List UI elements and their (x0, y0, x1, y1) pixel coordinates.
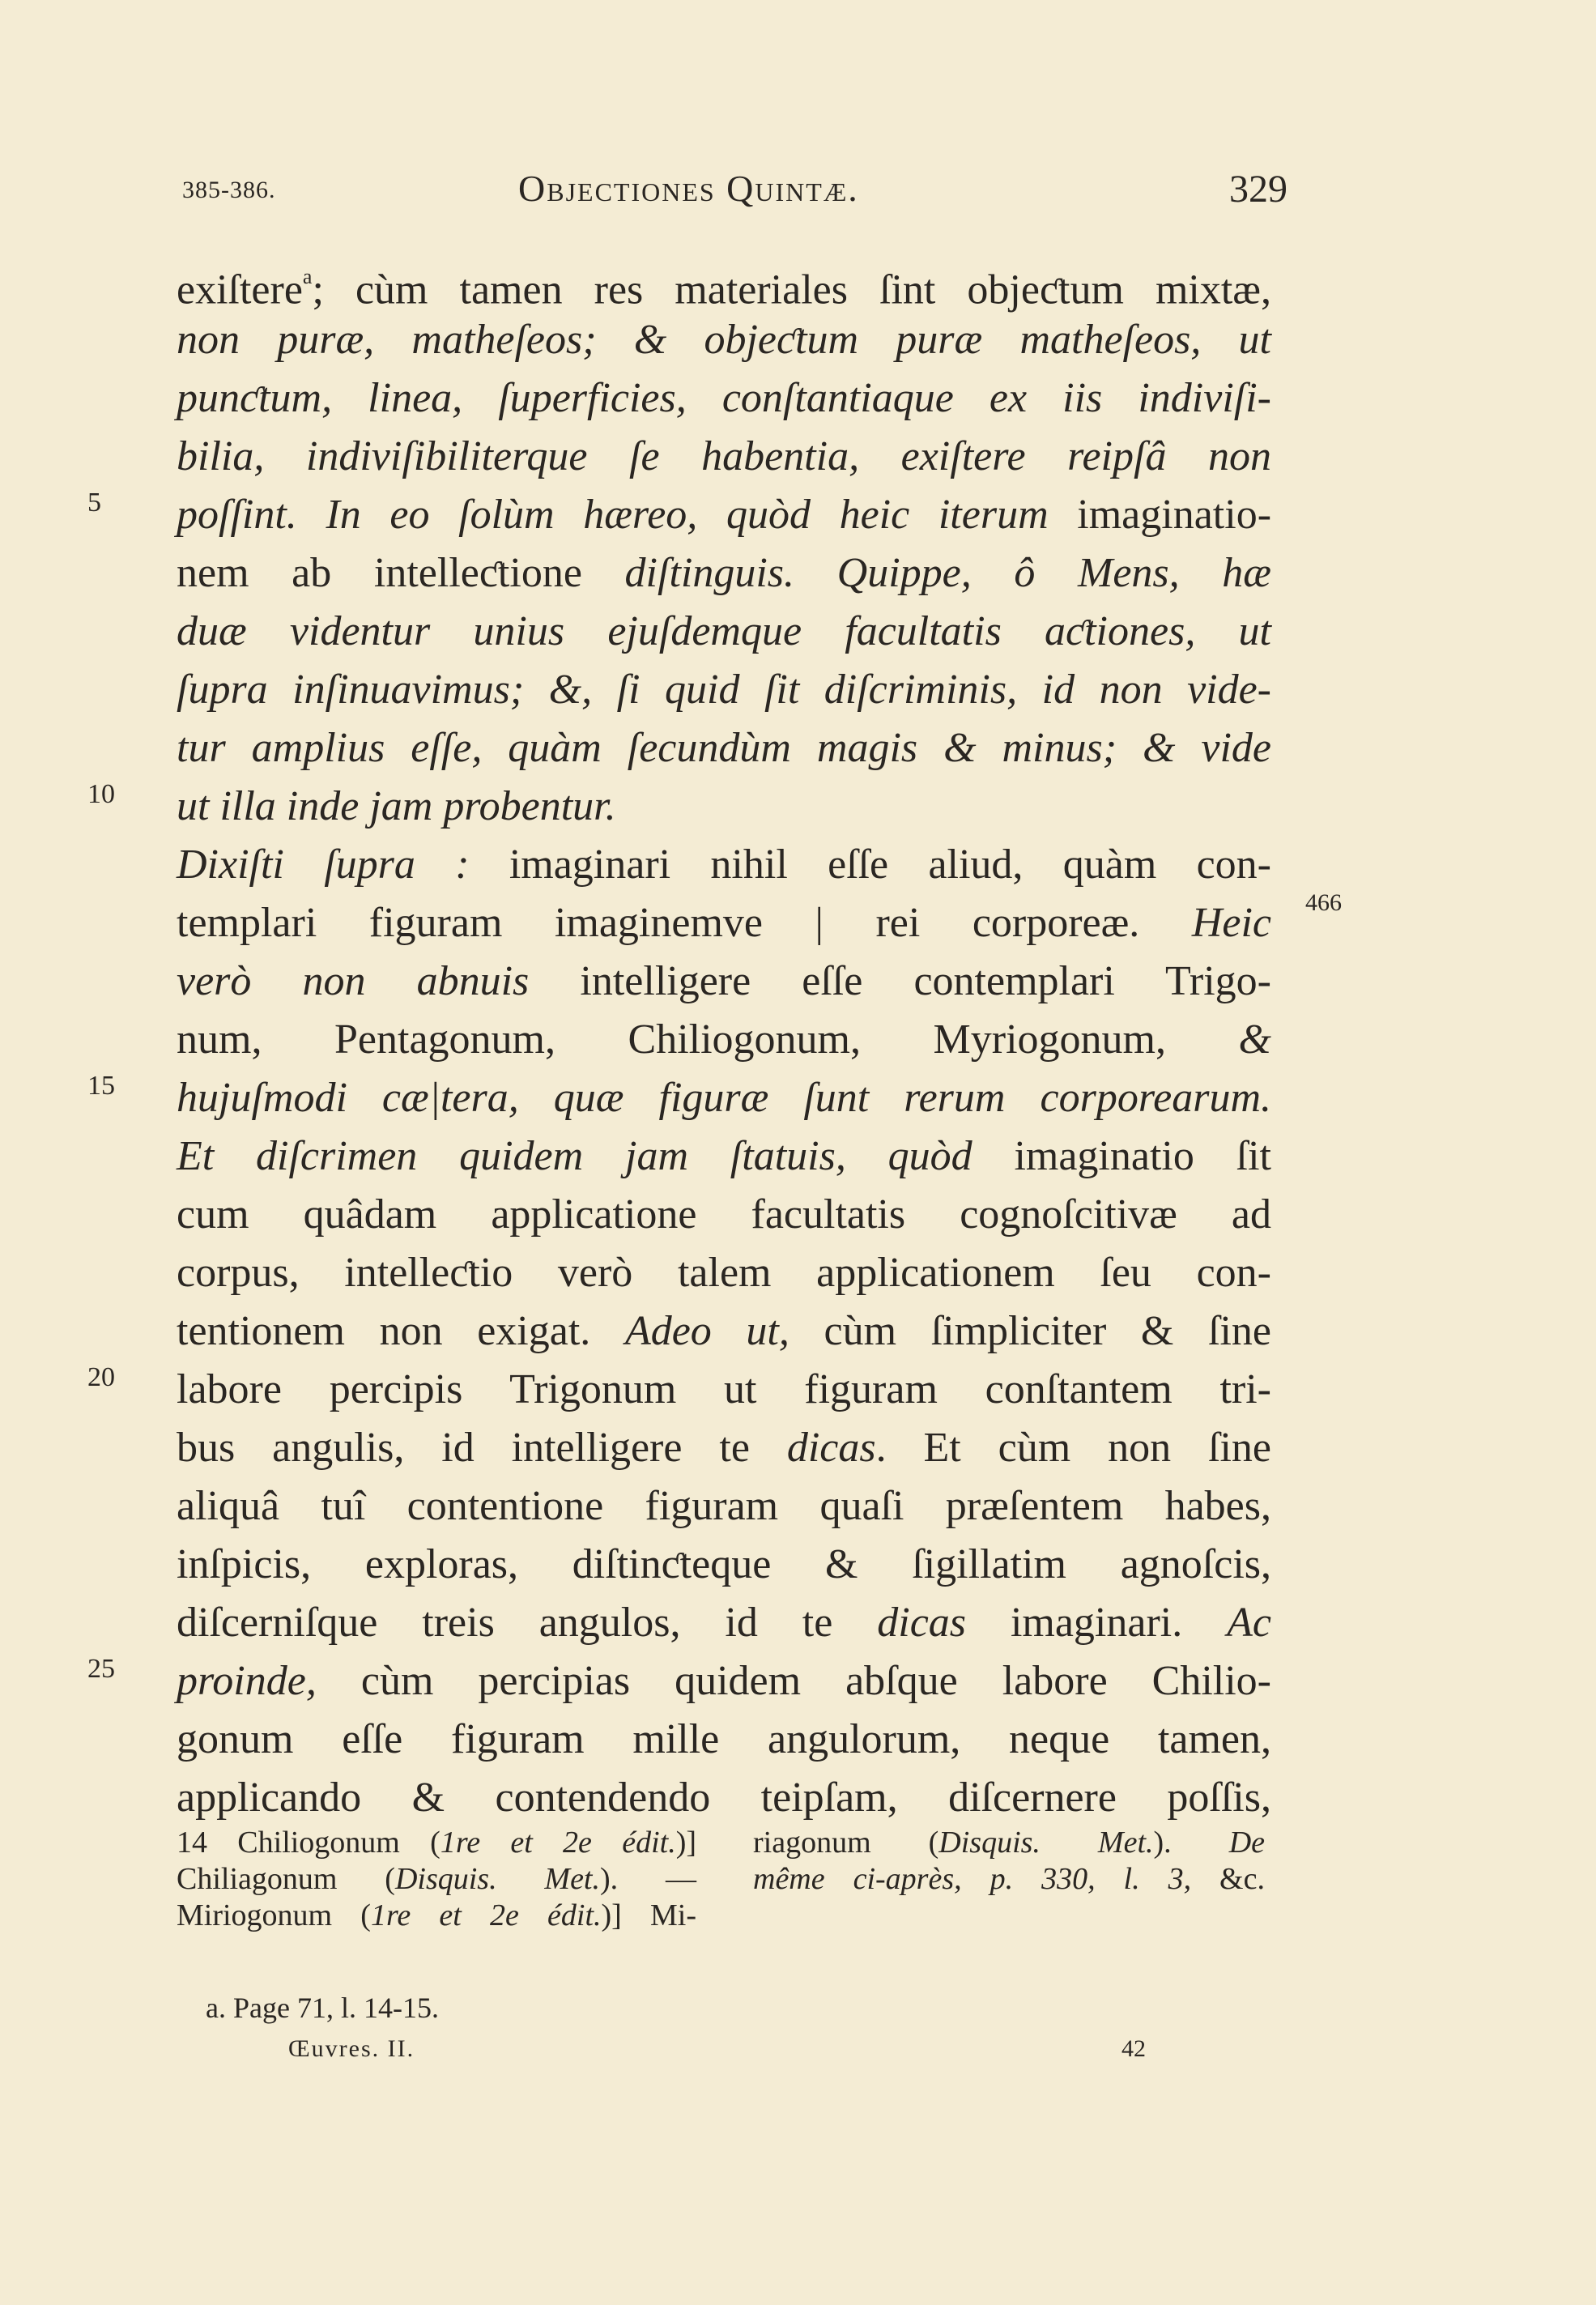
line-number: 15 (87, 1071, 115, 1101)
line-number: 5 (87, 488, 101, 518)
roman-segment: ; cùm tamen res materiales ſint objeƈtum mixtæ, (312, 266, 1271, 313)
text-line (177, 1307, 1271, 1356)
footnote-line (177, 1860, 696, 1898)
text-line (177, 491, 1271, 539)
italic-segment: Heic (1191, 900, 1271, 946)
roman-segment: exiſtere (177, 266, 303, 313)
footnote-line (177, 1897, 696, 1934)
roman-segment: imaginatio ſit (972, 1133, 1271, 1179)
text-line (177, 1774, 1271, 1822)
footer-volume-label: Œuvres. II. (288, 2035, 415, 2062)
text-line (177, 1249, 1271, 1297)
text-line (177, 432, 1271, 481)
text-line (177, 1482, 1271, 1531)
roman-segment: Miriogonum ( (177, 1898, 371, 1932)
text-line (177, 258, 1271, 314)
roman-segment: num, Pentagonum, Chiliogonum, Myriogonum, (177, 1016, 1239, 1063)
italic-segment: 1re et 2e édit. (440, 1826, 676, 1860)
text-line (177, 666, 1271, 714)
roman-segment: imaginari nihil eſſe aliud, quàm con- (469, 841, 1271, 888)
footnote-line (753, 1860, 1265, 1898)
roman-segment: imaginari. (966, 1600, 1228, 1646)
italic-segment: même ci-après, p. 330, l. 3, (753, 1862, 1192, 1896)
text-line (177, 899, 1271, 948)
italic-segment: poſſint. In eo ſolùm hæreo, quòd heic iterum (177, 492, 1049, 538)
italic-segment: ſupra inſinuavimus; &, ſi quid ſit diſcriminis, id non vide- (177, 667, 1271, 713)
text-line (177, 1132, 1271, 1181)
italic-segment: proinde, (177, 1658, 317, 1704)
text-line (177, 374, 1271, 423)
margin-page-reference: 466 (1305, 889, 1342, 916)
text-line (177, 1074, 1271, 1123)
source-footnote: a. Page 71, l. 14-15. (206, 1992, 439, 2024)
line-number: 20 (87, 1362, 115, 1392)
italic-segment: diſtinguis. Quippe, ô Mens, hæ (624, 550, 1271, 596)
text-line (177, 1599, 1271, 1647)
italic-segment: De (1228, 1826, 1265, 1860)
roman-segment: diſcerniſque treis angulos, id te (177, 1600, 878, 1646)
roman-segment: Chiliagonum ( (177, 1862, 395, 1896)
roman-segment: 14 Chiliogonum ( (177, 1826, 440, 1860)
roman-segment: ). — (600, 1862, 696, 1896)
roman-segment: aliquâ tuî contentione figuram quaſi præſentem habes, (177, 1483, 1271, 1529)
roman-segment: ). (1153, 1826, 1229, 1860)
text-line (177, 782, 1271, 831)
roman-segment: applicando & contendendo teipſam, diſcernere poſſis, (177, 1775, 1271, 1821)
italic-segment: tur amplius eſſe, quàm ſecundùm magis & minus; & vide (177, 725, 1271, 771)
roman-segment: imaginatio- (1048, 492, 1272, 538)
roman-segment: )] Mi- (601, 1898, 697, 1932)
italic-segment: Ac (1227, 1600, 1271, 1646)
text-line (177, 1540, 1271, 1589)
text-line (177, 1016, 1271, 1064)
italic-segment: dicas (786, 1425, 876, 1471)
text-line (177, 1191, 1271, 1239)
text-line (177, 607, 1271, 656)
italic-segment: Dixiſti ſupra : (177, 841, 470, 888)
page-number: 329 (1229, 168, 1287, 211)
roman-segment: cùm percipias quidem abſque labore Chilio- (316, 1658, 1271, 1704)
italic-segment: bilia, indiviſibiliterque ſe habentia, exiſtere reipſâ non (177, 433, 1271, 479)
italic-segment: dicas (877, 1600, 967, 1646)
roman-segment: )] (675, 1826, 697, 1860)
roman-segment: cùm ſimpliciter & ſine (789, 1308, 1271, 1354)
text-line (177, 957, 1271, 1006)
roman-segment: . Et cùm non ſine (875, 1425, 1271, 1471)
roman-segment: riagonum ( (753, 1826, 939, 1860)
running-title: Objectiones Quintæ. (518, 168, 859, 209)
footnote-marker: a (302, 265, 313, 288)
italic-segment: non puræ, matheſeos; & objeƈtum puræ matheſeos, ut (177, 317, 1271, 363)
roman-segment: gonum eſſe figuram mille angulorum, neque tamen, (177, 1716, 1271, 1762)
italic-segment: Disquis. Met. (938, 1826, 1154, 1860)
italic-segment: Disquis. Met. (394, 1862, 600, 1896)
roman-segment: nem ab intelleƈtione (177, 550, 625, 596)
italic-segment: verò non abnuis (177, 958, 530, 1004)
footnote-line (177, 1824, 696, 1861)
italic-segment: hujuſmodi cæ|tera, quæ figuræ ſunt rerum corporearum. (177, 1075, 1271, 1121)
text-line (177, 1715, 1271, 1764)
text-line (177, 724, 1271, 773)
text-line (177, 549, 1271, 598)
header-page-range: 385-386. (182, 177, 276, 203)
roman-segment: corpus, intelleƈtio verò talem applicationem ſeu con- (177, 1250, 1271, 1296)
italic-segment: Adeo ut, (624, 1308, 789, 1354)
roman-segment: inſpicis, exploras, diſtinƈteque & ſigillatim agnoſcis, (177, 1541, 1271, 1587)
text-line (177, 1424, 1271, 1472)
text-line (177, 316, 1271, 364)
text-line (177, 1657, 1271, 1706)
roman-segment: templari figuram imaginemve | rei corporeæ. (177, 900, 1192, 946)
italic-segment: punƈtum, linea, ſuperficies, conſtantiaque ex iis indiviſi- (177, 375, 1271, 421)
line-number: 10 (87, 779, 115, 809)
roman-segment: intelligere eſſe contemplari Trigo- (529, 958, 1271, 1004)
italic-segment: ut illa inde jam probentur. (177, 783, 616, 829)
roman-segment: bus angulis, id intelligere te (177, 1425, 787, 1471)
roman-segment: labore percipis Trigonum ut figuram conſtantem tri- (177, 1366, 1271, 1412)
footnote-line (753, 1824, 1265, 1861)
roman-segment: tentionem non exigat. (177, 1308, 625, 1354)
roman-segment: &c. (1191, 1862, 1265, 1896)
italic-segment: duæ videntur unius ejuſdemque facultatis aƈtiones, ut (177, 608, 1271, 654)
text-line (177, 1366, 1271, 1414)
footer-signature: 42 (1121, 2035, 1146, 2062)
text-line (177, 841, 1271, 889)
roman-segment: cum quâdam applicatione facultatis cognoſcitivæ ad (177, 1191, 1271, 1238)
line-number: 25 (87, 1654, 115, 1684)
italic-segment: Et diſcrimen quidem jam ſtatuis, quòd (177, 1133, 972, 1179)
italic-segment: & (1238, 1016, 1271, 1063)
italic-segment: 1re et 2e édit. (370, 1898, 602, 1932)
